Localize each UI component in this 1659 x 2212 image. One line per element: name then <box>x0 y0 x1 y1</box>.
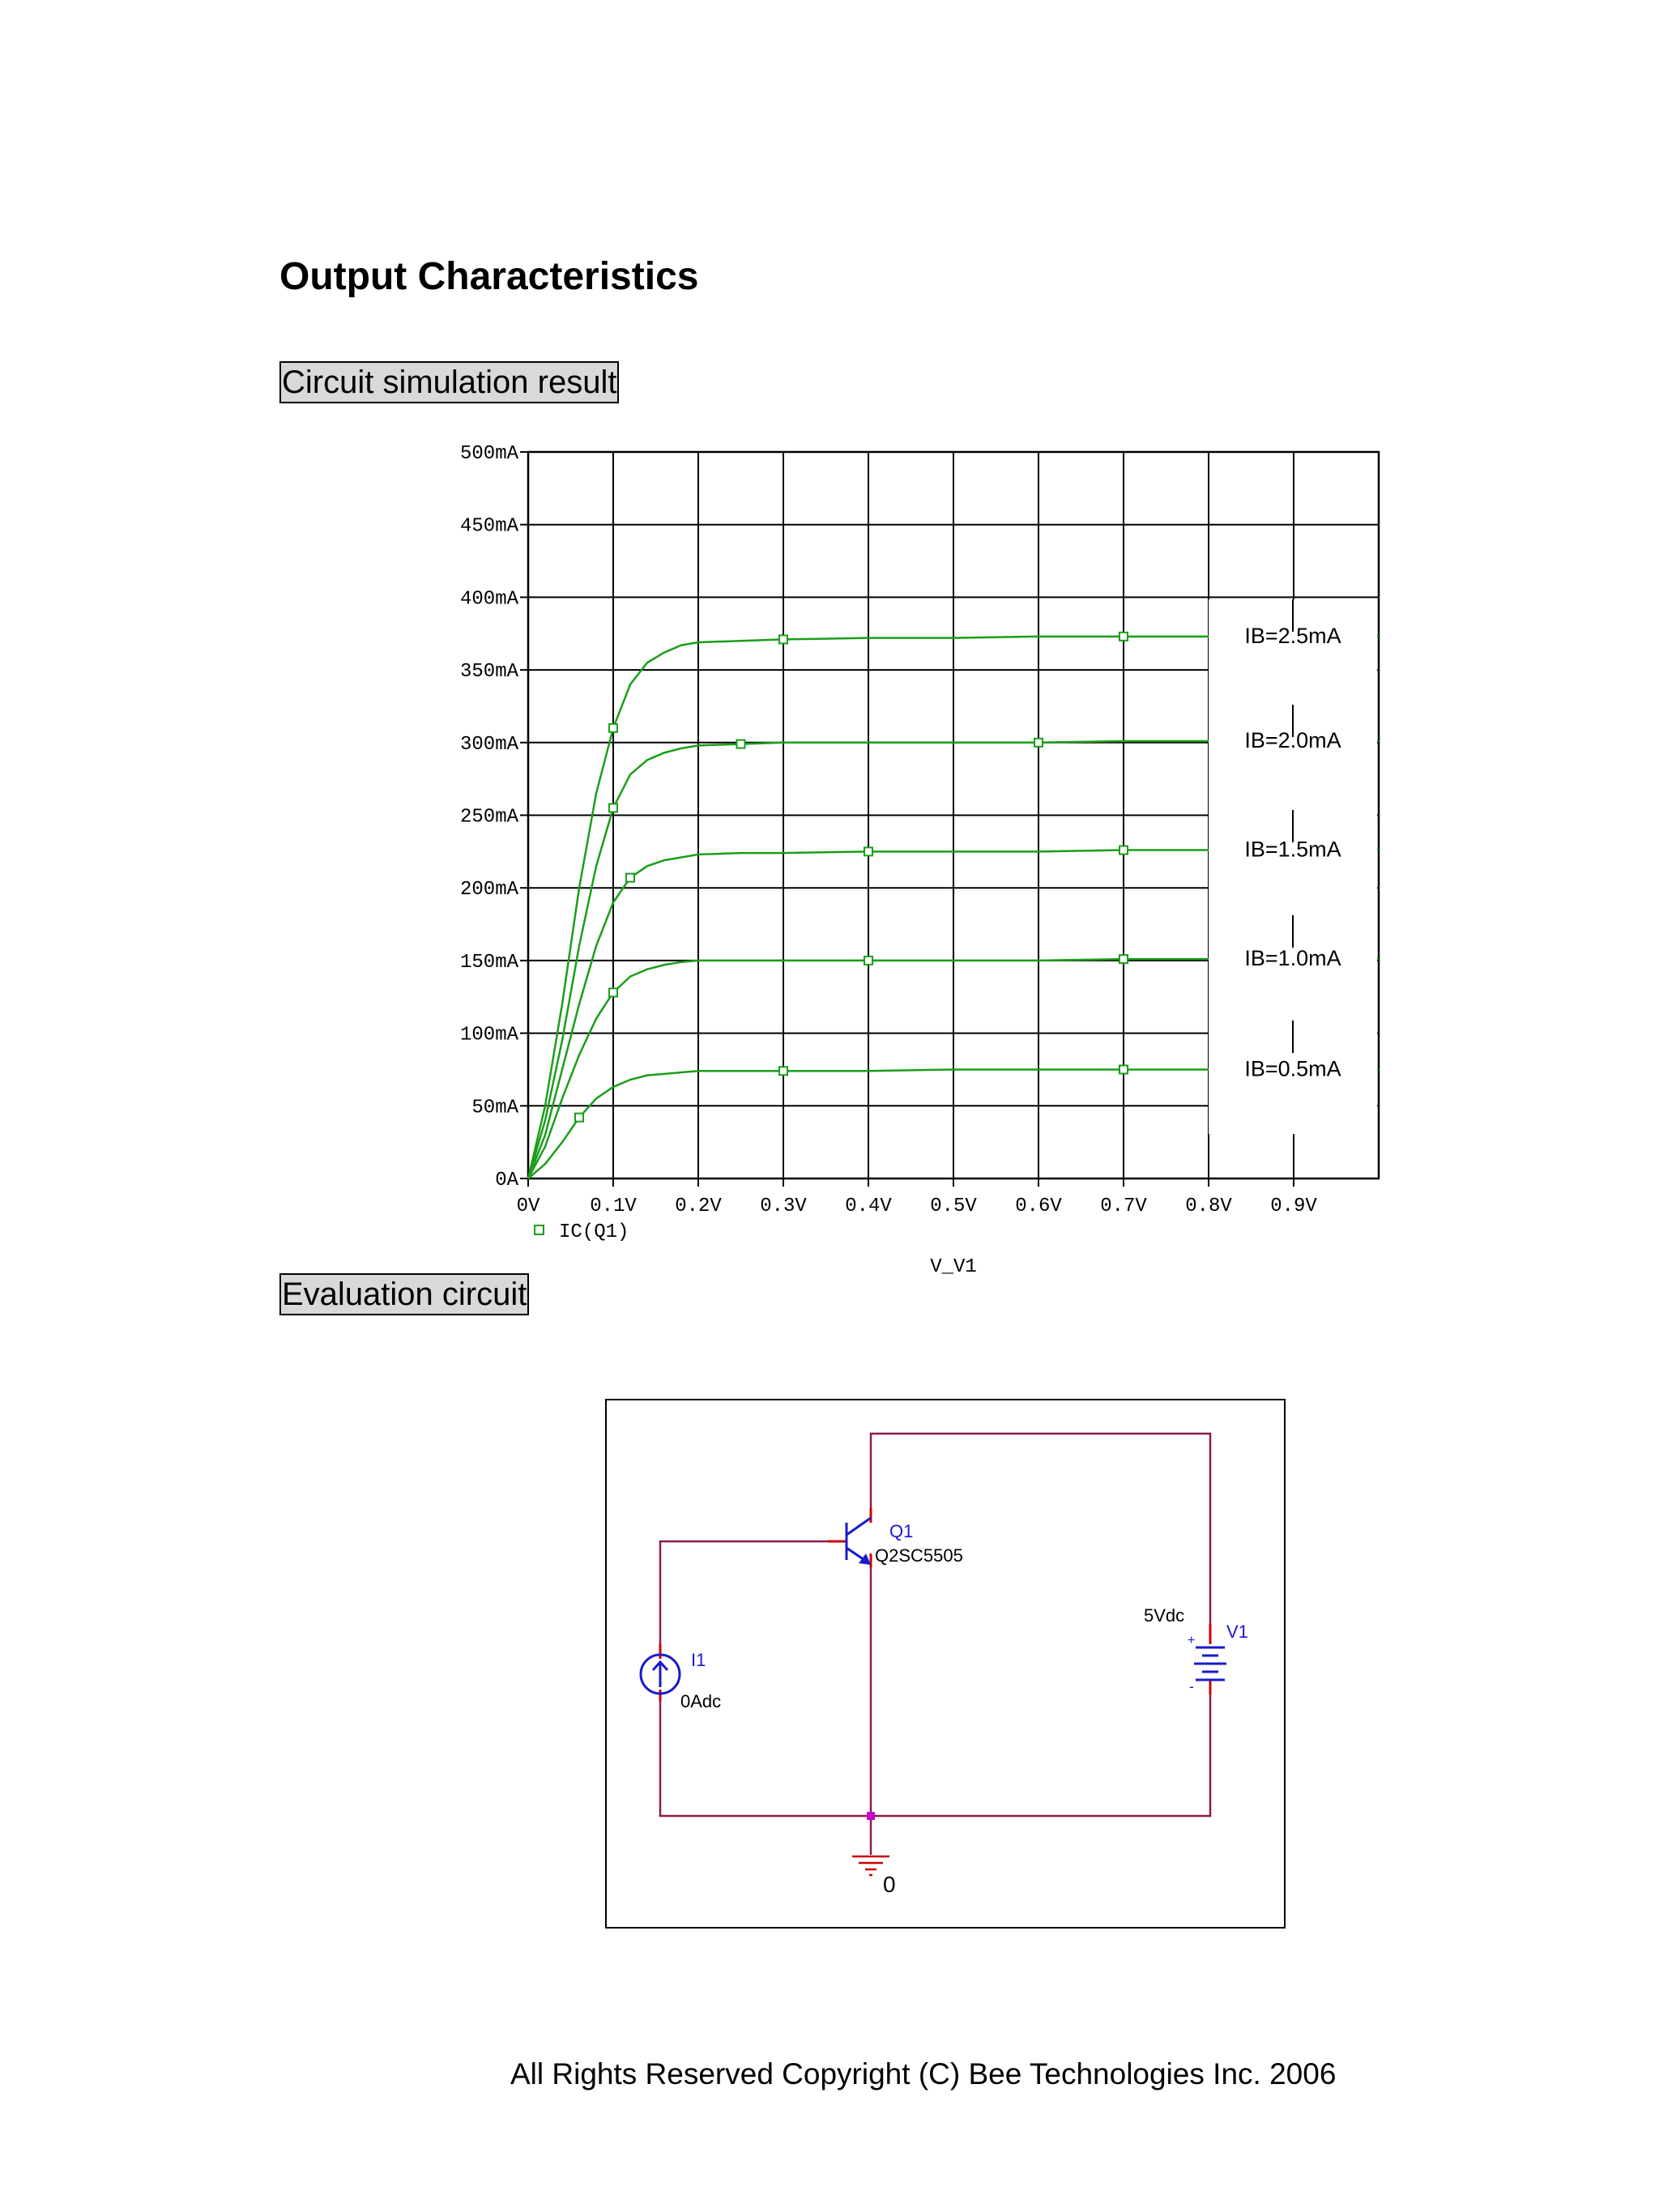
copyright-notice: All Rights Reserved Copyright (C) Bee Technologies Inc. 2006 <box>510 2057 1337 2091</box>
x-tick-label: 0.2V <box>675 1196 722 1217</box>
y-tick-label: 400mA <box>459 588 518 611</box>
y-tick-label: 250mA <box>459 806 518 829</box>
legend-label: IC(Q1) <box>559 1221 629 1243</box>
ground-node-label: 0 <box>883 1872 896 1897</box>
current-source-i1-symbol[interactable] <box>641 1655 680 1694</box>
transistor-model-label: Q2SC5505 <box>875 1545 963 1566</box>
section-label-simulation: Circuit simulation result <box>279 361 619 403</box>
x-tick-label: 0.4V <box>845 1196 892 1217</box>
junction-dot <box>867 1812 875 1820</box>
y-tick-label: 300mA <box>459 733 518 756</box>
x-tick-label: 0.6V <box>1015 1196 1062 1217</box>
y-tick-label: 200mA <box>459 879 518 901</box>
x-tick-label: 0.7V <box>1100 1196 1147 1217</box>
current-source-ref-label: I1 <box>691 1650 706 1670</box>
series-label: IB=1.0mA <box>1244 946 1341 971</box>
wire-top <box>871 1434 1210 1624</box>
series-label: IB=0.5mA <box>1244 1056 1341 1081</box>
transistor-ref-label: Q1 <box>889 1521 914 1541</box>
section-label-evaluation: Evaluation circuit <box>279 1273 529 1315</box>
voltage-source-v1-symbol[interactable] <box>1194 1647 1226 1680</box>
wire-bottom <box>660 1690 1210 1816</box>
x-axis-title: V_V1 <box>930 1256 977 1278</box>
x-tick-label: 0.9V <box>1270 1196 1317 1217</box>
x-tick-label: 0.8V <box>1185 1196 1232 1217</box>
page-title: Output Characteristics <box>279 255 699 298</box>
series-label: IB=2.5mA <box>1244 623 1341 648</box>
x-tick-label: 0V <box>516 1196 540 1217</box>
y-tick-label: 100mA <box>459 1024 518 1046</box>
y-tick-label: 50mA <box>471 1097 518 1119</box>
x-tick-label: 0.3V <box>760 1196 807 1217</box>
current-source-value-label: 0Adc <box>680 1691 722 1711</box>
wire-base <box>660 1541 828 1659</box>
series-label: IB=2.0mA <box>1244 728 1341 753</box>
transistor-q1-symbol[interactable] <box>847 1518 871 1565</box>
x-tick-label: 0.5V <box>930 1196 977 1217</box>
y-tick-label: 450mA <box>459 515 518 538</box>
y-tick-label: 150mA <box>459 951 518 974</box>
y-tick-label: 0A <box>495 1170 518 1191</box>
series-label: IB=1.5mA <box>1244 837 1341 862</box>
y-tick-label: 350mA <box>459 661 518 684</box>
x-tick-label: 0.1V <box>590 1196 637 1217</box>
voltage-source-ref-label: V1 <box>1226 1622 1248 1642</box>
voltage-source-value-label: 5Vdc <box>1144 1605 1185 1626</box>
y-tick-label: 500mA <box>459 443 518 465</box>
voltage-source-minus-sign: - <box>1189 1678 1194 1694</box>
voltage-source-plus-sign: + <box>1188 1634 1196 1647</box>
circuit-frame <box>606 1400 1285 1928</box>
